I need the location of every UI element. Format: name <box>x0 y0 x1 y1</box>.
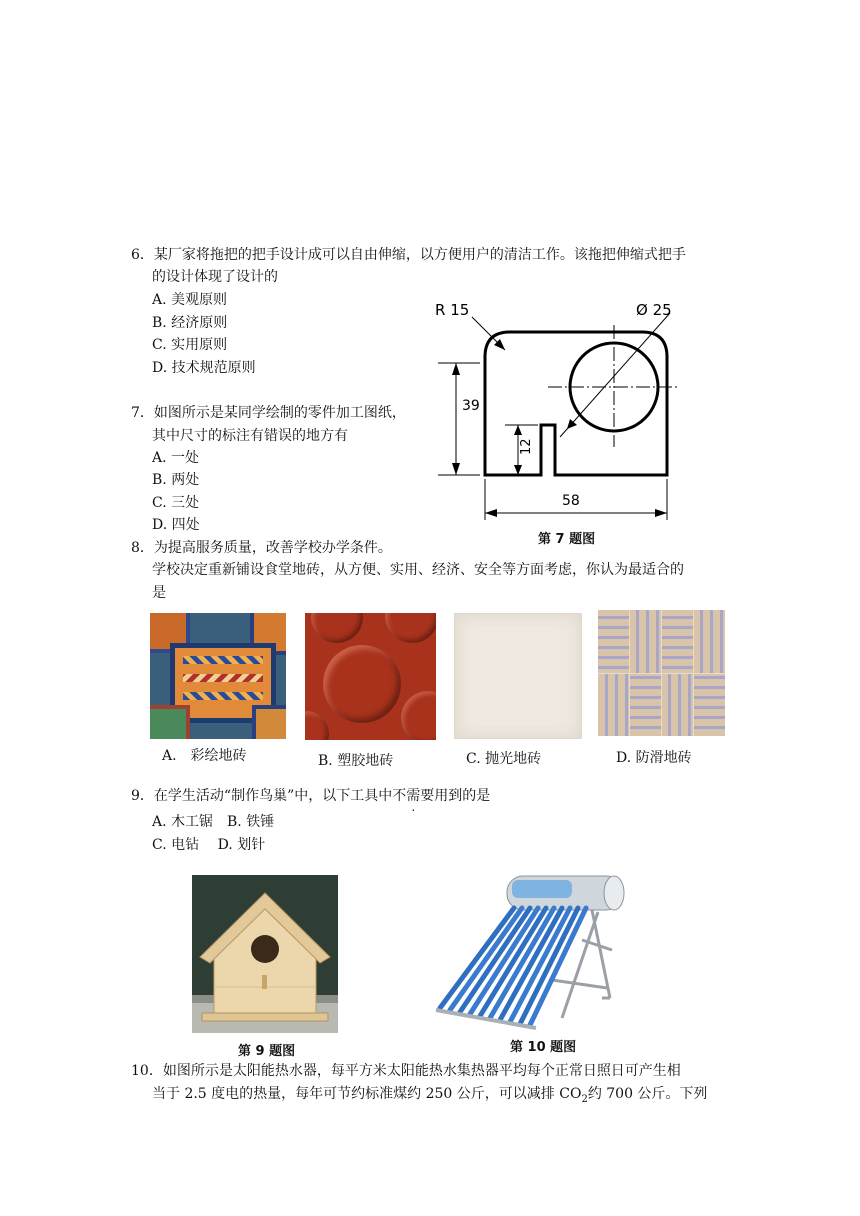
q9-figure-caption: 第 9 题图 <box>238 1044 296 1059</box>
q9-stem-emphasis: 不需要 <box>392 788 435 804</box>
painted-tile-image <box>150 613 286 739</box>
q8-option-b: B. 塑胶地砖 <box>318 753 394 769</box>
q9-options-row2: C. 电钻 D. 划针 <box>152 837 266 853</box>
q10-line2-pre: 当于 2.5 度电的热量，每年可节约标准煤约 250 公斤，可以减排 CO <box>152 1086 582 1102</box>
q7-option-d: D. 四处 <box>152 517 200 533</box>
anti-slip-tile-image <box>598 610 725 736</box>
q7-line2: 其中尺寸的标注有错误的地方有 <box>152 428 348 444</box>
q9-stem <box>131 785 490 805</box>
solar-water-heater-image <box>432 870 632 1030</box>
q9-options-row1: A. 木工锯 B. 铁锤 <box>152 814 275 830</box>
q10-line2-subscript: 2 <box>581 1093 588 1105</box>
q6-option-b: B. 经济原则 <box>152 315 228 331</box>
polished-tile-image <box>454 613 582 739</box>
q7-option-b: B. 两处 <box>152 472 200 488</box>
height-label: 39 <box>462 398 480 414</box>
part-outline <box>485 332 667 475</box>
q10-line2-post: 约 700 公斤。下列 <box>587 1086 708 1102</box>
q10-line1: 10．如图所示是太阳能热水器，每平方米太阳能热水集热器平均每个正常日照日可产生相 <box>131 1063 681 1079</box>
q10-figure-caption: 第 10 题图 <box>510 1040 577 1055</box>
q10-line2 <box>152 1083 707 1105</box>
radius-label: R 15 <box>435 301 470 319</box>
q7-line1: 7．如图所示是某同学绘制的零件加工图纸， <box>131 405 406 421</box>
q6-line2: 的设计体现了设计的 <box>152 269 278 285</box>
q7-option-a: A. 一处 <box>152 450 200 466</box>
q9-stem-post: 用到的是 <box>434 788 491 804</box>
q7-option-c: C. 三处 <box>152 495 200 511</box>
q6-line1: 6．某厂家将拖把的把手设计成可以自由伸缩，以方便用户的清洁工作。该拖把伸缩式把手 <box>131 247 686 263</box>
diameter-label: Ø 25 <box>636 301 672 319</box>
slot-label: 12 <box>519 438 534 455</box>
rubber-tile-image <box>305 613 436 740</box>
width-label: 58 <box>562 493 580 509</box>
q8-line2: 学校决定重新铺设食堂地砖，从方便、实用、经济、安全等方面考虑，你认为最适合的 <box>152 562 684 578</box>
q6-option-c: C. 实用原则 <box>152 337 228 353</box>
q7-figure-caption: 第 7 题图 <box>538 532 596 547</box>
q8-option-a: A. 彩绘地砖 <box>162 748 247 764</box>
q8-line1: 8．为提高服务质量，改善学校办学条件。 <box>131 540 392 556</box>
q8-line3: 是 <box>152 585 166 601</box>
q9-stem-pre: 9．在学生活动“制作鸟巢”中，以下工具中 <box>131 788 393 804</box>
birdhouse-image <box>192 875 338 1033</box>
part-drawing <box>430 295 710 530</box>
q6-option-d: D. 技术规范原则 <box>152 360 256 376</box>
q8-option-d: D. 防滑地砖 <box>616 750 692 766</box>
q8-option-c: C. 抛光地砖 <box>466 751 542 767</box>
q6-option-a: A. 美观原则 <box>152 292 228 308</box>
